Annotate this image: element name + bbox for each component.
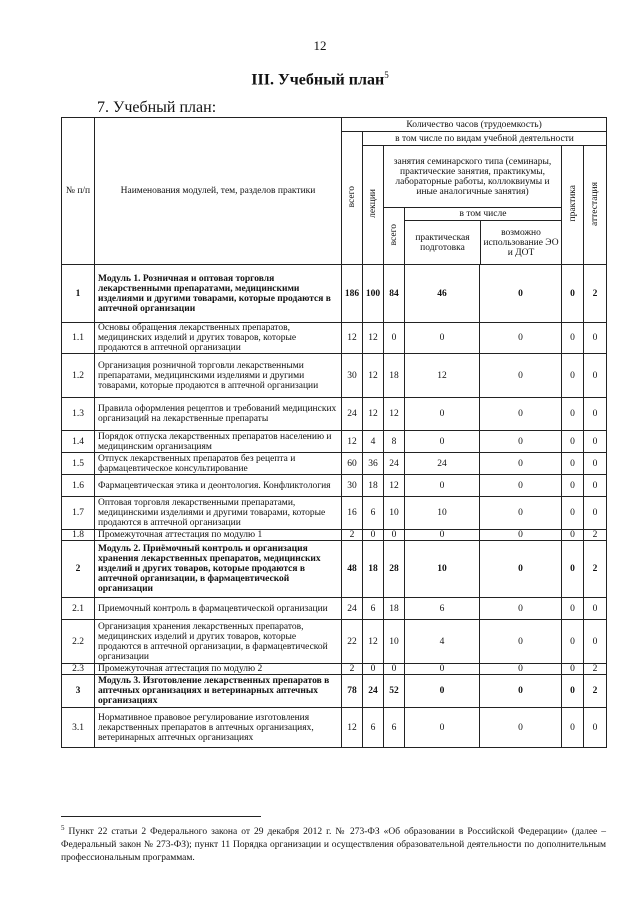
header-incl: в том числе [405,208,561,221]
row-prac-prep: 10 [405,541,480,598]
row-attest: 0 [584,323,607,354]
table-row [62,664,607,675]
table-body [62,265,607,748]
row-prac-prep: 4 [405,620,480,664]
row-attest: 0 [584,598,607,620]
header-num: № п/п [62,118,95,265]
row-eo: 0 [480,675,562,708]
table-row [62,541,607,598]
row-practice: 0 [562,675,584,708]
row-lectures: 18 [363,475,384,497]
row-num: 1.6 [62,475,95,497]
row-total: 12 [342,323,363,354]
row-name: Модуль 1. Розничная и оптовая торговля лекарственными препаратами, медицинскими изделиями и другими товарами, которые продаются в аптечной организации [95,265,342,323]
row-num: 1.2 [62,354,95,398]
row-prac-prep: 6 [405,598,480,620]
row-lectures: 6 [363,598,384,620]
table-row [62,598,607,620]
row-practice: 0 [562,598,584,620]
row-seminars: 18 [384,598,405,620]
row-name: Приемочный контроль в фармацевтической организации [95,598,342,620]
row-name: Организация хранения лекарственных препаратов, медицинских изделий и других товаров, которые продаются в аптечной организации, в фармацевтической организации [95,620,342,664]
row-attest: 2 [584,265,607,323]
row-practice: 0 [562,354,584,398]
row-eo: 0 [480,453,562,475]
row-attest: 2 [584,530,607,541]
row-seminars: 12 [384,475,405,497]
curriculum-table [61,117,607,748]
row-seminars: 8 [384,431,405,453]
row-seminars: 10 [384,497,405,530]
row-total: 24 [342,598,363,620]
header-hours: Количество часов (трудоемкость) [342,118,607,132]
row-eo: 0 [480,598,562,620]
row-practice: 0 [562,620,584,664]
row-eo: 0 [480,265,562,323]
table-row [62,323,607,354]
row-seminars: 0 [384,323,405,354]
row-seminars: 10 [384,620,405,664]
row-prac-prep: 46 [405,265,480,323]
row-prac-prep: 0 [405,398,480,431]
row-eo: 0 [480,497,562,530]
row-total: 12 [342,708,363,748]
subtitle: 7. Учебный план: [97,99,217,116]
row-attest: 0 [584,354,607,398]
row-lectures: 6 [363,497,384,530]
row-practice: 0 [562,497,584,530]
row-prac-prep: 24 [405,453,480,475]
row-practice: 0 [562,431,584,453]
row-num: 3 [62,675,95,708]
footnote [61,822,606,865]
row-attest: 2 [584,541,607,598]
header-sem-total: всего [384,208,405,265]
row-name: Основы обращения лекарственных препаратов, медицинских изделий и других товаров, которые продаются в аптечной организации [95,323,342,354]
row-seminars: 84 [384,265,405,323]
row-total: 12 [342,431,363,453]
table-row [62,475,607,497]
row-lectures: 18 [363,541,384,598]
row-seminars: 0 [384,664,405,675]
row-prac-prep: 0 [405,708,480,748]
footnote-number: 5 [61,824,65,832]
table-row [62,675,607,708]
row-name: Промежуточная аттестация по модулю 2 [95,664,342,675]
row-num: 1 [62,265,95,323]
row-prac-prep: 0 [405,323,480,354]
row-name: Оптовая торговля лекарственными препаратами, медицинскими изделиями и другими товарами, которые продаются в аптечной организации [95,497,342,530]
row-eo: 0 [480,541,562,598]
row-prac-prep: 10 [405,497,480,530]
row-total: 186 [342,265,363,323]
page-number: 12 [313,38,327,53]
row-num: 1.8 [62,530,95,541]
row-total: 30 [342,354,363,398]
row-practice: 0 [562,453,584,475]
row-name: Промежуточная аттестация по модулю 1 [95,530,342,541]
row-prac-prep: 0 [405,475,480,497]
row-num: 2.1 [62,598,95,620]
row-attest: 0 [584,431,607,453]
row-seminars: 24 [384,453,405,475]
row-eo: 0 [480,431,562,453]
row-seminars: 0 [384,530,405,541]
table-row [62,398,607,431]
row-attest: 0 [584,708,607,748]
row-num: 1.1 [62,323,95,354]
header-eo: возможно использование ЭО и ДОТ [483,227,559,258]
footnote-divider [61,816,261,817]
row-lectures: 0 [363,664,384,675]
row-total: 48 [342,541,363,598]
row-total: 30 [342,475,363,497]
row-num: 1.4 [62,431,95,453]
header-seminars: занятия семинарского типа (семинары, практические занятия, практикумы, лабораторные работы, коллоквиумы и иные аналогичные занятия) [384,146,562,208]
row-lectures: 0 [363,530,384,541]
header-attest: аттестация [584,146,607,265]
row-num: 1.3 [62,398,95,431]
row-practice: 0 [562,530,584,541]
row-seminars: 12 [384,398,405,431]
row-prac-prep: 0 [405,530,480,541]
table-row [62,620,607,664]
row-eo: 0 [480,664,562,675]
table-row [62,265,607,323]
row-name: Отпуск лекарственных препаратов без рецепта и фармацевтическое консультирование [95,453,342,475]
header-name: Наименования модулей, тем, разделов практики [95,118,342,265]
header-incl-group [405,208,562,265]
row-eo: 0 [480,323,562,354]
header-total: всего [342,132,363,265]
row-name: Фармацевтическая этика и деонтология. Конфликтология [95,475,342,497]
row-seminars: 52 [384,675,405,708]
footnote-ref: 5 [384,70,389,80]
row-name: Модуль 3. Изготовление лекарственных препаратов в аптечных организациях и ветеринарных аптечных организациях [95,675,342,708]
row-eo: 0 [480,708,562,748]
row-lectures: 100 [363,265,384,323]
row-lectures: 4 [363,431,384,453]
row-total: 24 [342,398,363,431]
footnote-text: Пункт 22 статьи 2 Федерального закона от 29 декабря 2012 г. № 273-ФЗ «Об образовании в Российской Федерации» (далее – Федеральный закон № 273-ФЗ); пункт 11 Порядка организации и осуществления образовательной деятельности по дополнительным профессиональным программам. [61,827,606,864]
row-total: 2 [342,530,363,541]
row-eo: 0 [480,475,562,497]
row-attest: 0 [584,620,607,664]
row-total: 78 [342,675,363,708]
row-eo: 0 [480,530,562,541]
row-num: 2.2 [62,620,95,664]
section-title-text: III. Учебный план [251,71,385,89]
row-attest: 2 [584,664,607,675]
row-lectures: 12 [363,620,384,664]
row-lectures: 12 [363,398,384,431]
row-lectures: 24 [363,675,384,708]
row-lectures: 6 [363,708,384,748]
row-seminars: 28 [384,541,405,598]
row-eo: 0 [480,398,562,431]
table-row [62,497,607,530]
row-seminars: 6 [384,708,405,748]
row-practice: 0 [562,265,584,323]
table-row [62,453,607,475]
section-title [0,70,640,89]
row-name: Порядок отпуска лекарственных препаратов населению и медицинским организациям [95,431,342,453]
row-practice: 0 [562,323,584,354]
row-total: 16 [342,497,363,530]
row-prac-prep: 12 [405,354,480,398]
header-by-type: в том числе по видам учебной деятельности [363,132,607,146]
row-eo: 0 [480,354,562,398]
row-attest: 2 [584,675,607,708]
row-practice: 0 [562,475,584,497]
row-seminars: 18 [384,354,405,398]
row-lectures: 12 [363,323,384,354]
row-num: 1.5 [62,453,95,475]
header-prac-prep: практическая подготовка [405,221,481,264]
row-prac-prep: 0 [405,664,480,675]
row-attest: 0 [584,453,607,475]
row-name: Нормативное правовое регулирование изготовления лекарственных препаратов в аптечных организациях, ветеринарных аптечных организациях [95,708,342,748]
table-row [62,354,607,398]
table-row [62,708,607,748]
row-attest: 0 [584,497,607,530]
row-attest: 0 [584,475,607,497]
row-practice: 0 [562,541,584,598]
header-practice: практика [562,146,584,265]
row-prac-prep: 0 [405,431,480,453]
row-num: 2.3 [62,664,95,675]
row-name: Модуль 2. Приёмочный контроль и организация хранения лекарственных препаратов, медицинских изделий и других товаров, которые продаются в аптечной организации, в фармацевтической организации [95,541,342,598]
row-num: 3.1 [62,708,95,748]
row-total: 2 [342,664,363,675]
row-lectures: 36 [363,453,384,475]
row-name: Правила оформления рецептов и требований медицинских организаций на лекарственные препараты [95,398,342,431]
row-attest: 0 [584,398,607,431]
row-eo: 0 [480,620,562,664]
row-name: Организация розничной торговли лекарственными препаратами, медицинскими изделиями и другими товарами, которые продаются в аптечной организации [95,354,342,398]
header-lectures: лекции [363,146,384,265]
row-total: 22 [342,620,363,664]
table-row [62,431,607,453]
row-prac-prep: 0 [405,675,480,708]
row-num: 2 [62,541,95,598]
row-practice: 0 [562,664,584,675]
row-total: 60 [342,453,363,475]
row-num: 1.7 [62,497,95,530]
row-practice: 0 [562,398,584,431]
row-practice: 0 [562,708,584,748]
table-row [62,530,607,541]
row-lectures: 12 [363,354,384,398]
